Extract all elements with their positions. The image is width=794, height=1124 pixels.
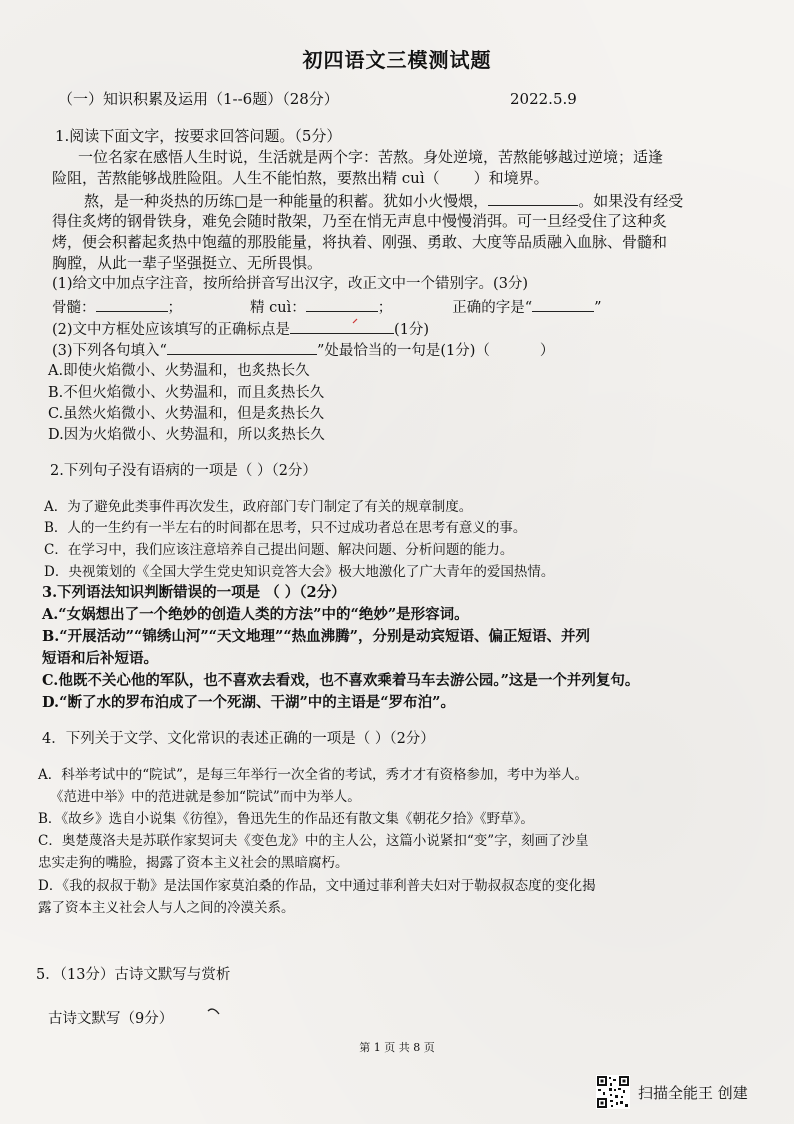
q1-paragraph-line: 一位名家在感悟人生时说，生活就是两个字：苦熬。身处逆境，苦熬能够越过逆境；适逢 <box>78 148 664 166</box>
answer-blank[interactable] <box>532 295 594 312</box>
q1-subquestion-1-answers: 骨髓： ； 精 cuì： ； 正确的字是“ ” <box>52 295 602 319</box>
q4-option: 《范进中举》中的范进就是参加“院试”而中为举人。 <box>50 789 361 805</box>
q5-subheading: 古诗文默写（9分） <box>48 1011 174 1027</box>
q1-text: (2)文中方框处应该填写的正确标点是 <box>52 322 291 338</box>
q1-text: 。如果没有经受 <box>578 192 684 210</box>
score: (1分) <box>394 322 430 338</box>
q4-option: A．科举考试中的“院试”，是每三年举行一次全省的考试，秀才才有资格参加，考中为举人。 <box>38 767 589 783</box>
q3-option: D.“断了水的罗布泊成了一个死湖、干湖”中的主语是“罗布泊”。 <box>42 694 455 711</box>
q2-option: A．为了避免此类事件再次发生，政府部门专门制定了有关的规章制度。 <box>44 499 473 515</box>
q2-option: D．央视策划的《全国大学生党史知识竞答大会》极大地激化了广大青年的爱国热情。 <box>44 564 555 580</box>
punctuation-blank[interactable] <box>290 317 394 334</box>
section-heading: （一）知识积累及运用（1--6题）（28分） <box>58 90 339 108</box>
scanner-watermark <box>596 1075 748 1109</box>
q3-option: C.他既不关心他的军队，也不喜欢去看戏，也不喜欢乘着马车去游公园。”这是一个并列复句。 <box>42 672 640 689</box>
q4-option: 露了资本主义社会人与人之间的冷漠关系。 <box>38 900 295 916</box>
q1-subquestion-3 <box>52 338 554 362</box>
q1-option: B.不但火焰微小、火势温和，而且炙热长久 <box>48 385 325 401</box>
watermark-text: 扫描全能王 创建 <box>638 1083 748 1102</box>
q1-subquestion-1: (1)给文中加点字注音，按所给拼音写出汉字，改正文中一个错别字。(3分) <box>52 276 529 292</box>
answer-blank[interactable] <box>96 295 168 312</box>
q4-stem: 4．下列关于文学、文化常识的表述正确的一项是（ ）（2分） <box>42 731 435 747</box>
answer-label: 骨髓： <box>52 300 96 316</box>
fill-in-blank[interactable] <box>167 338 317 355</box>
answer-label: ” <box>594 300 602 316</box>
q3-option: B.“开展活动”“锦绣山河”“天文地理”“热血沸腾”，分别是动宾短语、偏正短语、并列 <box>42 628 591 645</box>
q4-option: C．奥楚蔑洛夫是苏联作家契诃夫《变色龙》中的主人公，这篇小说紧扣“变”字，刻画了沙皇 <box>38 833 589 849</box>
q1-option: D.因为火焰微小、火势温和，所以炙热长久 <box>48 427 325 443</box>
q2-option: C．在学习中，我们应该注意培养自己提出问题、解决问题、分析问题的能力。 <box>44 542 514 558</box>
exam-date: 2022.5.9 <box>510 90 577 108</box>
q1-paragraph-line: 得住炙烤的钢骨铁身，难免会随时散架，乃至在悄无声息中慢慢消弭。可一旦经受住了这种炙 <box>52 212 668 230</box>
q5-stem: 5．（13分）古诗文默写与赏析 <box>36 967 231 983</box>
q1-text: 险阻，苦熬能够战胜险阻。人生不能怕熬，要熬出精 cuì（ <box>52 169 440 187</box>
q1-text: ）和境界。 <box>473 169 549 187</box>
q1-text: ） <box>539 343 555 359</box>
q1-option: C.虽然火焰微小、火势温和，但是炙热长久 <box>48 406 325 422</box>
answer-blank[interactable] <box>306 295 378 312</box>
page-number: 第 1 页 共 8 页 <box>359 1041 435 1054</box>
q1-paragraph-line: 胸膛，从此一辈子坚强挺立、无所畏惧。 <box>52 254 323 272</box>
answer-label: 正确的字是“ <box>452 300 533 316</box>
q1-stem: 1.阅读下面文字，按要求回答问题。（5分） <box>55 127 342 145</box>
page-title: 初四语文三模测试题 <box>302 48 492 72</box>
q1-paragraph-line: 烤，便会积蓄起炙热中饱蕴的那股能量，将执着、刚强、勇敢、大度等品质融入血脉、骨髓和 <box>52 233 668 251</box>
q1-text: 熬，是一种炎热的历练□是一种能量的积蓄。犹如小火慢煨， <box>84 192 489 210</box>
q2-stem: 2.下列句子没有语病的一项是（ ）（2分） <box>50 463 317 479</box>
q1-text: (3)下列各句填入“ <box>52 343 167 359</box>
q2-option: B．人的一生约有一半左右的时间都在思考，只不过成功者总在思考有意义的事。 <box>44 520 527 536</box>
q1-text: ”处最恰当的一句是(1分)（ <box>316 343 490 359</box>
scan-mark-icon <box>207 1006 221 1016</box>
q3-stem: 3.下列语法知识判断错误的一项是 （ ）（2分） <box>42 584 346 601</box>
q4-option: B．《故乡》选自小说集《彷徨》，鲁迅先生的作品还有散文集《朝花夕拾》《野草》。 <box>38 811 534 827</box>
q3-option: 短语和后补短语。 <box>42 650 158 667</box>
answer-label: 精 cuì： <box>250 300 306 316</box>
q4-option: D．《我的叔叔于勒》是法国作家莫泊桑的作品，文中通过菲利普夫妇对于勒叔叔态度的变化揭 <box>38 878 596 894</box>
q4-option: 忠实走狗的嘴脸，揭露了资本主义社会的黑暗腐朽。 <box>38 855 349 871</box>
fill-in-blank[interactable] <box>488 189 578 206</box>
q1-option: A.即使火焰微小、火势温和，也炙热长久 <box>48 363 310 379</box>
q1-paragraph-line <box>84 189 683 212</box>
q3-option: A.“女娲想出了一个绝妙的创造人类的方法”中的“绝妙”是形容词。 <box>42 606 469 623</box>
q1-paragraph-line <box>52 167 549 189</box>
scan-mark-icon <box>352 317 360 325</box>
qr-code-icon <box>596 1075 630 1109</box>
